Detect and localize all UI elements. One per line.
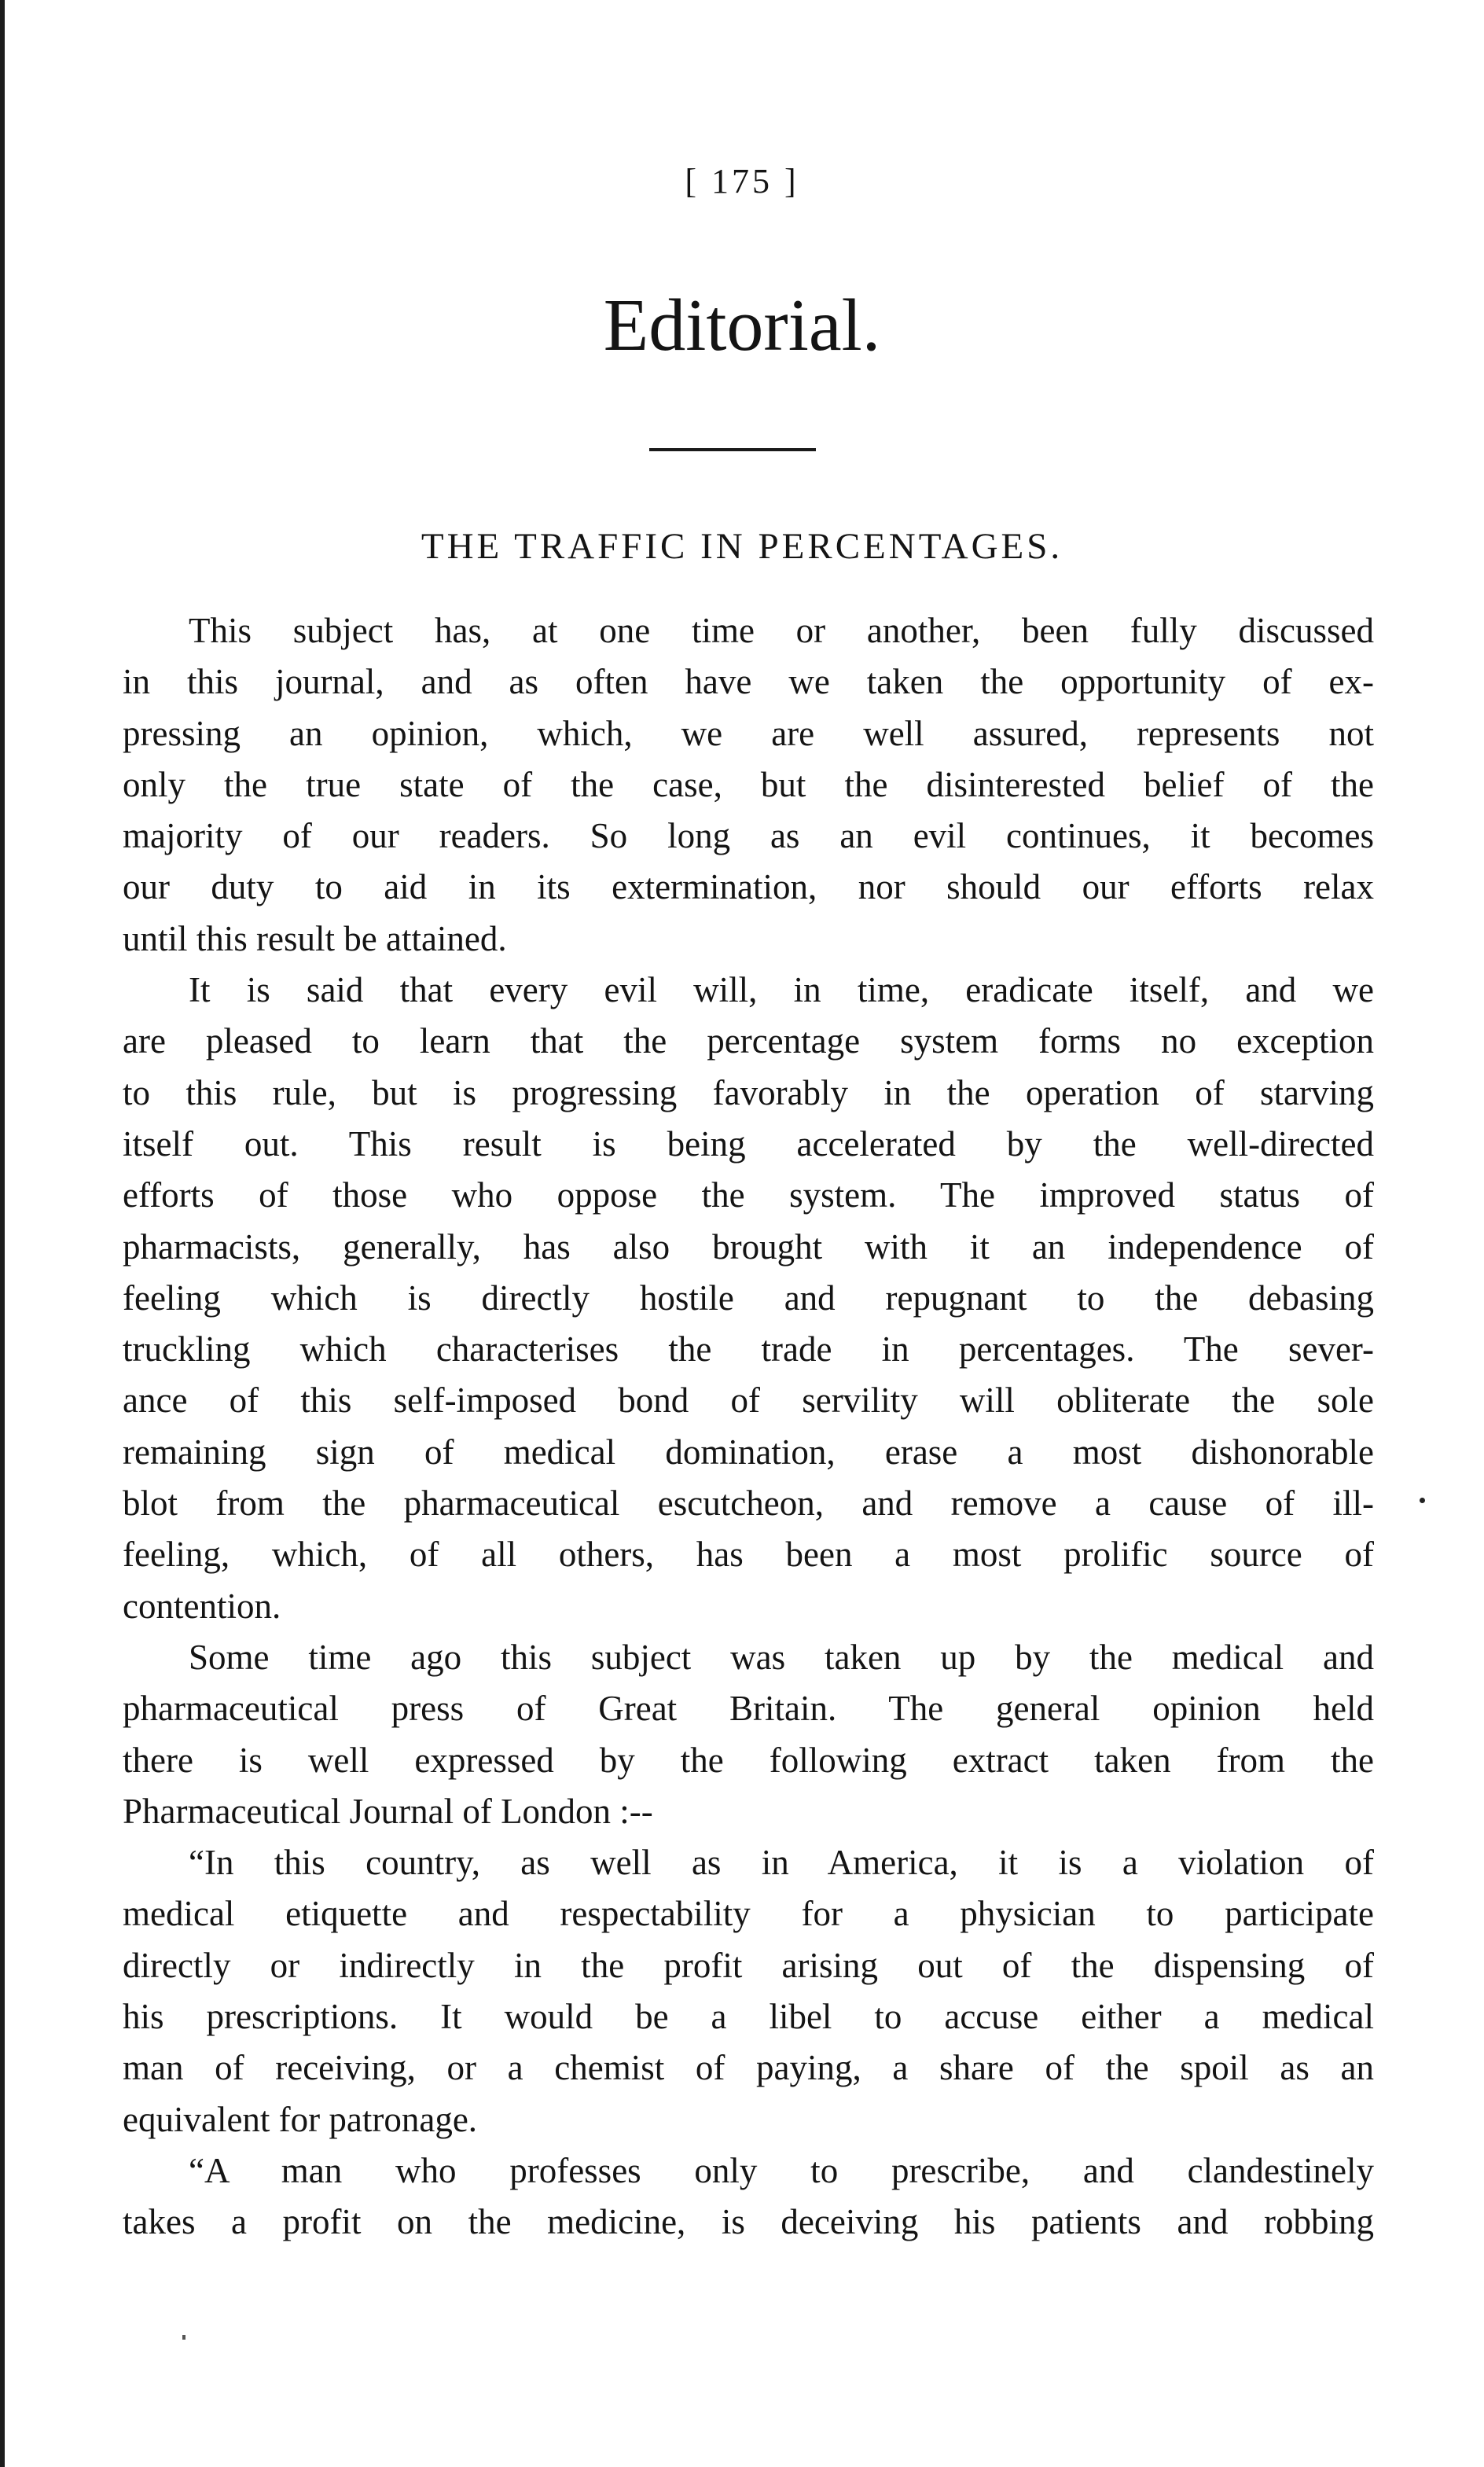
article-heading: THE TRAFFIC IN PERCENTAGES. [421, 526, 1063, 567]
text-line: only the true state of the case, but the disinterested belief of the [123, 764, 1374, 804]
text-line: itself out. This result is being accelerated by the well-directed [123, 1123, 1374, 1164]
text-line: pressing an opinion, which, we are well assured, represents not [123, 713, 1374, 753]
text-line: It is said that every evil will, in time, eradicate itself, and we [189, 970, 1374, 1010]
text-line: man of receiving, or a chemist of paying, a share of the spoil as an [123, 2048, 1374, 2088]
text-line: majority of our readers. So long as an evil continues, it becomes [123, 816, 1374, 856]
text-line: truckling which characterises the trade in percentages. The sever- [123, 1329, 1374, 1370]
text-line: remaining sign of medical domination, erase a most dishonorable [123, 1432, 1374, 1472]
text-line: pharmaceutical press of Great Britain. The general opinion held [123, 1689, 1374, 1729]
margin-dot-mark [1420, 1498, 1425, 1503]
text-line: Some time ago this subject was taken up by the medical and [189, 1637, 1374, 1677]
text-line: medical etiquette and respectability for a physician to participate [123, 1894, 1374, 1934]
text-line: directly or indirectly in the profit arising out of the dispensing of [123, 1945, 1374, 1985]
text-line: Pharmaceutical Journal of London :-- [123, 1791, 653, 1831]
text-line: until this result be attained. [123, 918, 507, 958]
ink-speck-mark [182, 2335, 186, 2340]
text-line: contention. [123, 1586, 281, 1626]
text-line: pharmacists, generally, has also brought with it an independence of [123, 1226, 1374, 1267]
text-line: This subject has, at one time or another, been fully discussed [189, 611, 1374, 650]
page-number: [ 175 ] [685, 162, 799, 200]
text-line: takes a profit on the medicine, is deceiving his patients and robbing [123, 2202, 1374, 2242]
article-body [123, 605, 1374, 2248]
text-line: efforts of those who oppose the system. The improved status of [123, 1175, 1374, 1215]
text-line: equivalent for patronage. [123, 2099, 478, 2139]
text-line: ance of this self-imposed bond of servility will obliterate the sole [123, 1381, 1374, 1421]
text-line: in this journal, and as often have we taken the opportunity of ex- [123, 662, 1374, 702]
section-title: Editorial. [603, 285, 881, 366]
text-line: to this rule, but is progressing favorably in the operation of starving [123, 1072, 1374, 1112]
text-line: there is well expressed by the following extract taken from the [123, 1740, 1374, 1780]
text-line: blot from the pharmaceutical escutcheon, and remove a cause of ill- [123, 1484, 1374, 1524]
title-divider [649, 448, 816, 451]
page-edge-shadow [0, 0, 5, 2467]
text-line: “In this country, as well as in America, it is a violation of [189, 1843, 1374, 1883]
text-line: his prescriptions. It would be a libel to accuse either a medical [123, 1997, 1374, 2037]
text-line: “A man who professes only to prescribe, and clandestinely [189, 2150, 1374, 2190]
text-line: feeling which is directly hostile and repugnant to the debasing [123, 1278, 1374, 1318]
text-line: our duty to aid in its extermination, nor should our efforts relax [123, 867, 1374, 907]
text-line: are pleased to learn that the percentage system forms no exception [123, 1021, 1374, 1061]
text-line: feeling, which, of all others, has been a most prolific source of [123, 1535, 1374, 1575]
